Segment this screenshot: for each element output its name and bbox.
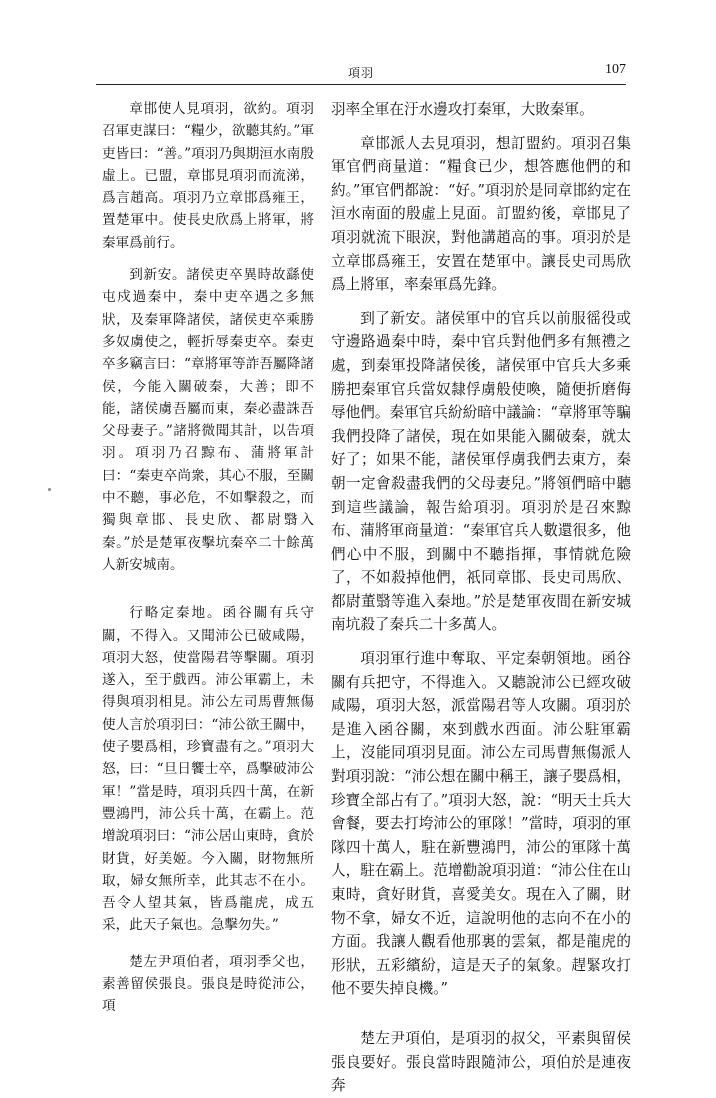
original-paragraph-2: 到新安。諸侯吏卒異時故繇使屯戍過秦中，秦中吏卒遇之多無狀，及秦軍降諸侯，諸侯吏卒乘勝多奴虜使之，輕折辱秦吏卒。秦吏卒多竊言曰：“章將軍等詐吾屬降諸侯，今能入關破秦，大善；即不能，諸侯虜吾屬而東，秦必盡誅吾父母妻子。”諸將微聞其計，以告項羽。項羽乃召黥布、蒲將軍計曰：“秦吏卒尚衆，其心不服，至關中不聽，事必危，不如擊殺之，而獨與章邯、長史欣、都尉翳入秦。”於是楚軍夜擊坑秦卒二十餘萬人新安城南。 (102, 267, 314, 573)
translation-column (331, 98, 631, 1098)
original-paragraph-1: 章邯使人見項羽，欲約。項羽召軍吏謀曰：“糧少，欲聽其約。”軍吏皆曰：“善。”項羽乃與期洹水南殷虛上。已盟，章邯見項羽而流涕，爲言趙高。項羽乃立章邯爲雍王，置楚軍中。使長史欣爲上將軍，將秦軍爲前行。 (102, 101, 314, 251)
original-paragraph-3: 行略定秦地。函谷關有兵守關，不得入。又聞沛公已破咸陽，項羽大怒，使當陽君等擊關。項羽遂入，至于戲西。沛公軍霸上，未得與項羽相見。沛公左司馬曹無傷使人言於項羽曰：“沛公欲王關中，使子嬰爲相，珍寶盡有之。”項羽大怒，曰：“旦日饗士卒，爲擊破沛公軍！”當是時，項羽兵四十萬，在新豐鴻門，沛公兵十萬，在霸上。范增說項羽曰：“沛公居山東時，貪於財貨，好美姬。今入關，財物無所取，婦女無所幸，此其志不在小。吾令人望其氣，皆爲龍虎，成五采，此天子氣也。急擊勿失。” (102, 605, 314, 934)
translation-paragraph-3: 到了新安。諸侯軍中的官兵以前服徭役或守邊路過秦中時，秦中官兵對他們多有無禮之處，到秦軍投降諸侯後，諸侯軍中官兵大多乘勝把秦軍官兵當奴隸俘虜般使喚，隨便折磨侮辱他們。秦軍官兵紛紛暗中議論：“章將軍等騙我們投降了諸侯，現在如果能入關破秦，就太好了；如果不能，諸侯軍俘虜我們去東方，秦朝一定會殺盡我們的父母妻兒。”將領們暗中聽到這些議論，報告給項羽。項羽於是召來黥布、蒲將軍商量道：“秦軍官兵人數還很多，他們心中不服，到關中不聽指揮，事情就危險了，不如殺掉他們，祇同章邯、長史司馬欣、都尉董翳等進入秦地。”於是楚軍夜間在新安城南坑殺了秦兵二十多萬人。 (331, 309, 631, 634)
running-title: 項羽 (347, 66, 374, 80)
translation-paragraph-4: 項羽軍行進中奪取、平定秦朝領地。函谷關有兵把守，不得進入。又聽說沛公已經攻破咸陽，項羽大怒，派當陽君等人攻關。項羽於是進入函谷關，來到戲水西面。沛公駐軍霸上，沒能同項羽見面。沛公左司馬曹無傷派人對項羽說：“沛公想在關中稱王，讓子嬰爲相，珍寶全部占有了。”項羽大怒，說：“明天士兵大會餐，要去打垮沛公的軍隊！”當時，項羽的軍隊四十萬人，駐在新豐鴻門，沛公的軍隊十萬人，駐在霸上。范增勸說項羽道：“沛公住在山東時，貪好財貨，喜愛美女。現在入了關，財物不拿，婦女不近，這說明他的志向不在小的方面。我讓人觀看他那裏的雲氣，都是龍虎的形狀，五彩繽紛，這是天子的氣象。趕緊攻打他不要失掉良機。” (331, 650, 631, 998)
translation-paragraph-5: 楚左尹項伯，是項羽的叔父，平素與留侯張良要好。張良當時跟隨沛公，項伯於是連夜奔 (331, 1029, 631, 1095)
page-header (96, 62, 626, 85)
margin-mark (48, 488, 51, 491)
original-paragraph-4: 楚左尹項伯者，項羽季父也，素善留侯張良。張良是時從沛公，項 (102, 953, 314, 1015)
page-number: 107 (605, 62, 626, 77)
original-text-column (102, 98, 314, 1018)
translation-paragraph-2: 章邯派人去見項羽，想訂盟約。項羽召集軍官們商量道：“糧食已少，想答應他們的和約。”軍官們都說：“好。”項羽於是同章邯約定在洹水南面的殷虛上見面。訂盟約後，章邯見了項羽就流下眼淚，對他講趙高的事。項羽於是立章邯爲雍王，安置在楚軍中。讓長史司馬欣爲上將軍，率秦軍爲先鋒。 (331, 134, 631, 294)
translation-paragraph-1: 羽率全軍在汙水邊攻打秦軍，大敗秦軍。 (331, 101, 594, 118)
